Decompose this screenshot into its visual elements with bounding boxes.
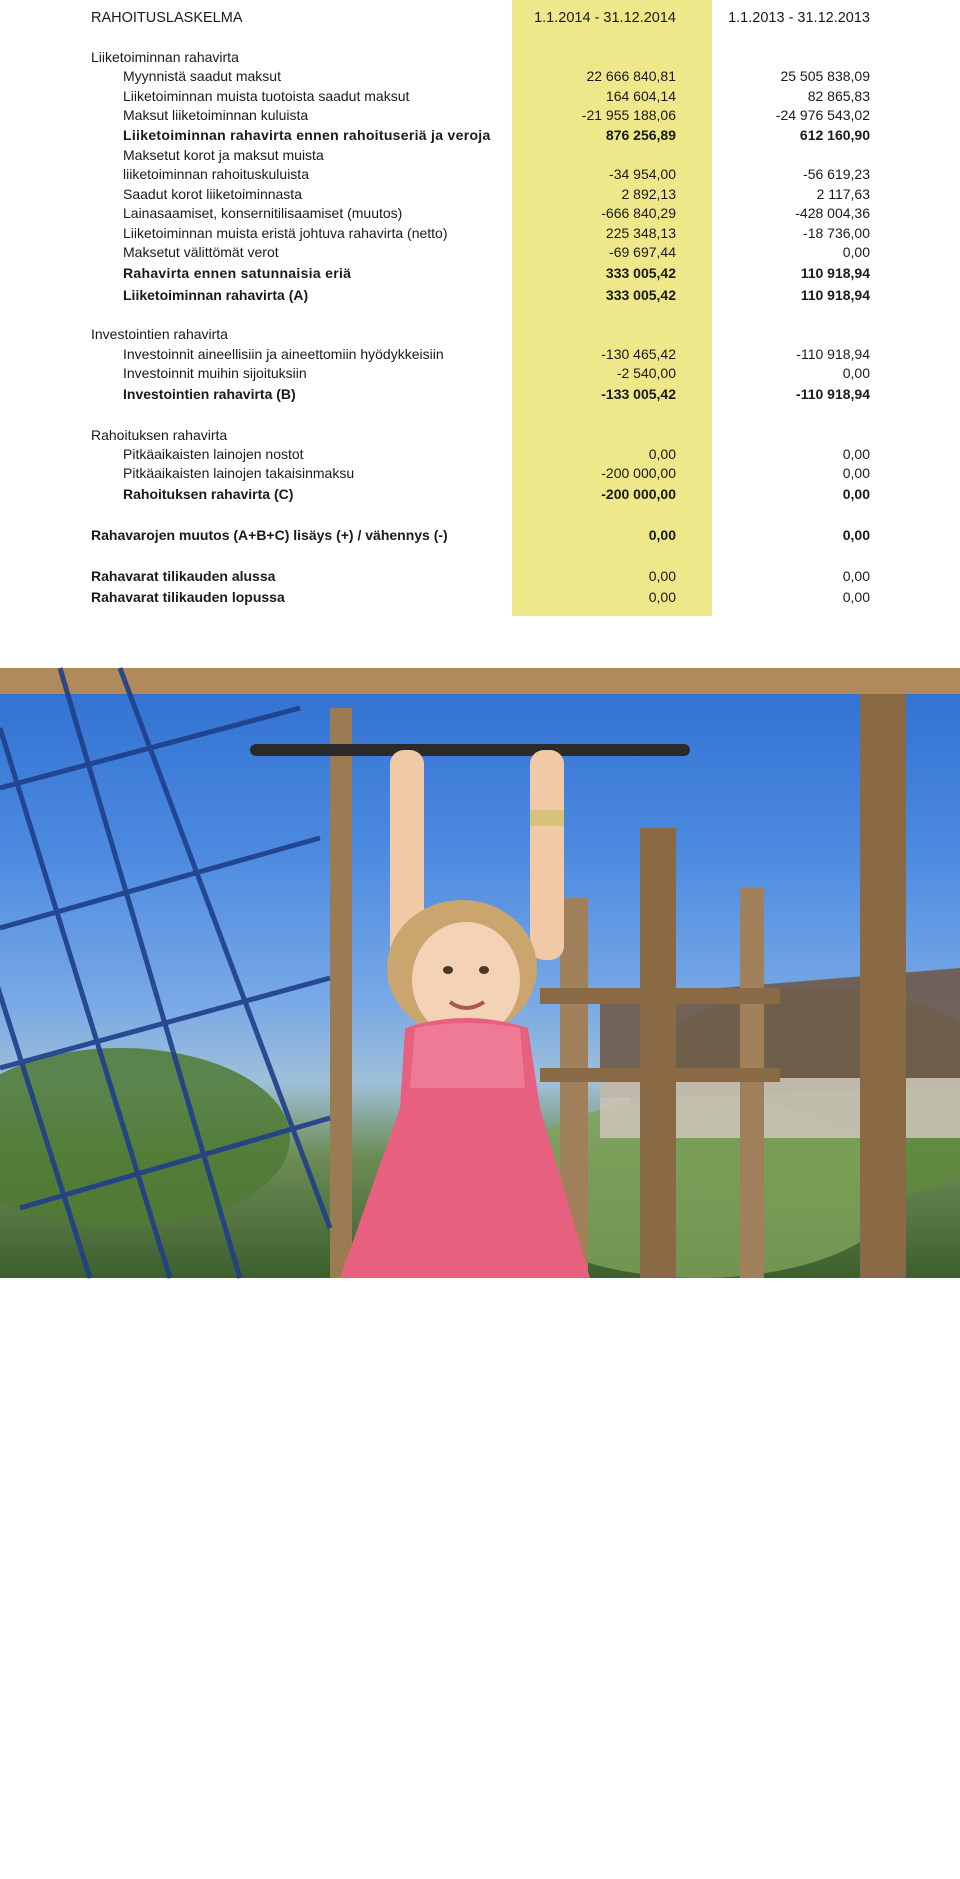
table-row xyxy=(0,164,960,184)
row-label: Pitkäaikaisten lainojen takaisinmaksu xyxy=(123,465,355,481)
value-2013: 110 918,94 xyxy=(800,287,870,303)
value-2014: -34 954,00 xyxy=(609,166,676,182)
value-2014: -69 697,44 xyxy=(609,244,676,260)
row-label: Rahavarat tilikauden lopussa xyxy=(91,589,285,605)
section-heading-investing xyxy=(0,324,960,344)
period-previous-header: 1.1.2013 - 31.12.2013 xyxy=(728,10,870,26)
value-2013: -56 619,23 xyxy=(803,166,870,182)
table-row xyxy=(0,344,960,364)
value-2014: 2 892,13 xyxy=(621,186,676,202)
value-2013: 0,00 xyxy=(842,446,870,462)
value-2014: -21 955 188,06 xyxy=(581,107,676,123)
table-row xyxy=(0,444,960,464)
table-row xyxy=(0,145,960,165)
value-2013: -110 918,94 xyxy=(796,346,870,362)
value-2014: -200 000,00 xyxy=(601,465,676,481)
total-row xyxy=(0,285,960,305)
value-2014: -130 465,42 xyxy=(601,346,676,362)
row-label: Maksetut välittömät verot xyxy=(123,244,279,260)
row-label: liiketoiminnan rahoituskuluista xyxy=(123,166,309,182)
row-label: Rahoituksen rahavirta xyxy=(91,427,228,443)
row-label: Saadut korot liiketoiminnasta xyxy=(123,186,302,202)
playground-photo-illustration xyxy=(0,668,960,1278)
value-2014: 876 256,89 xyxy=(605,127,676,143)
total-row xyxy=(0,484,960,504)
row-label: Rahavirta ennen satunnaisia eriä xyxy=(123,265,352,281)
footer-brand: LAHDEN SEUDUN KUNTATEKNIIKKA OY xyxy=(629,1862,868,1874)
value-2013: -428 004,36 xyxy=(795,205,870,221)
value-2014: -133 005,42 xyxy=(601,386,676,402)
row-label: Investointien rahavirta (B) xyxy=(123,386,296,402)
row-label: Rahavarat tilikauden alussa xyxy=(91,568,276,584)
row-label: Pitkäaikaisten lainojen nostot xyxy=(123,446,304,462)
section-heading-operating xyxy=(0,47,960,67)
value-2013: -24 976 543,02 xyxy=(775,107,870,123)
value-2013: 0,00 xyxy=(842,365,870,381)
value-2013: 0,00 xyxy=(842,486,870,502)
value-2014: 164 604,14 xyxy=(605,88,676,104)
value-2013: 0,00 xyxy=(842,465,870,481)
period-current-header: 1.1.2014 - 31.12.2014 xyxy=(534,10,676,26)
total-row xyxy=(0,384,960,404)
row-label: Rahavarojen muutos (A+B+C) lisäys (+) / vähennys (-) xyxy=(91,527,448,543)
cash-change-row xyxy=(0,525,960,545)
subtotal-row xyxy=(0,263,960,283)
table-row xyxy=(0,66,960,86)
subtotal-row xyxy=(0,125,960,145)
value-2013: 0,00 xyxy=(842,244,870,260)
value-2014: 22 666 840,81 xyxy=(586,68,676,84)
section-heading-financing xyxy=(0,425,960,445)
row-label: Rahoituksen rahavirta (C) xyxy=(123,486,294,502)
cash-opening-row xyxy=(0,566,960,586)
table-row xyxy=(0,86,960,106)
value-2014: 333 005,42 xyxy=(605,287,676,303)
row-label: Investoinnit aineellisiin ja aineettomiin hyödykkeisiin xyxy=(123,346,444,362)
table-row xyxy=(0,242,960,262)
table-header-row xyxy=(0,8,960,28)
value-2013: 25 505 838,09 xyxy=(780,68,870,84)
value-2014: 333 005,42 xyxy=(605,265,676,281)
value-2014: 0,00 xyxy=(648,568,676,584)
value-2013: 0,00 xyxy=(842,568,870,584)
value-2013: 0,00 xyxy=(842,589,870,605)
page-number: 10 xyxy=(92,1856,115,1878)
value-2014: 0,00 xyxy=(648,527,676,543)
table-row xyxy=(0,223,960,243)
value-2013: -110 918,94 xyxy=(796,386,870,402)
row-label: Myynnistä saadut maksut xyxy=(123,68,281,84)
row-label: Lainasaamiset, konsernitilisaamiset (muutos) xyxy=(123,205,403,221)
value-2013: -18 736,00 xyxy=(803,225,870,241)
value-2014: 225 348,13 xyxy=(605,225,676,241)
table-row xyxy=(0,363,960,383)
playground-photo xyxy=(0,668,960,1878)
row-label: Liiketoiminnan muista tuotoista saadut maksut xyxy=(123,88,410,104)
value-2013: 0,00 xyxy=(842,527,870,543)
row-label: Liiketoiminnan rahavirta ennen rahoituseriä ja veroja xyxy=(123,127,491,143)
value-2013: 110 918,94 xyxy=(800,265,870,281)
value-2013: 612 160,90 xyxy=(799,127,870,143)
table-row xyxy=(0,463,960,483)
value-2014: 0,00 xyxy=(648,589,676,605)
value-2014: -200 000,00 xyxy=(601,486,676,502)
row-label: Liiketoiminnan muista eristä johtuva rahavirta (netto) xyxy=(123,225,448,241)
row-label: Investointien rahavirta xyxy=(91,326,228,342)
table-row xyxy=(0,105,960,125)
table-row xyxy=(0,184,960,204)
value-2014: -2 540,00 xyxy=(616,365,676,381)
row-label: Investoinnit muihin sijoituksiin xyxy=(123,365,307,381)
table-row xyxy=(0,203,960,223)
value-2013: 82 865,83 xyxy=(807,88,870,104)
row-label: Maksetut korot ja maksut muista xyxy=(123,147,324,163)
value-2014: 0,00 xyxy=(648,446,676,462)
row-label: Liiketoiminnan rahavirta (A) xyxy=(123,287,309,303)
value-2014: -666 840,29 xyxy=(601,205,676,221)
cash-closing-row xyxy=(0,587,960,607)
statement-title: RAHOITUSLASKELMA xyxy=(91,10,243,26)
value-2013: 2 117,63 xyxy=(816,186,870,202)
row-label: Maksut liiketoiminnan kuluista xyxy=(123,107,309,123)
row-label: Liiketoiminnan rahavirta xyxy=(91,49,239,65)
